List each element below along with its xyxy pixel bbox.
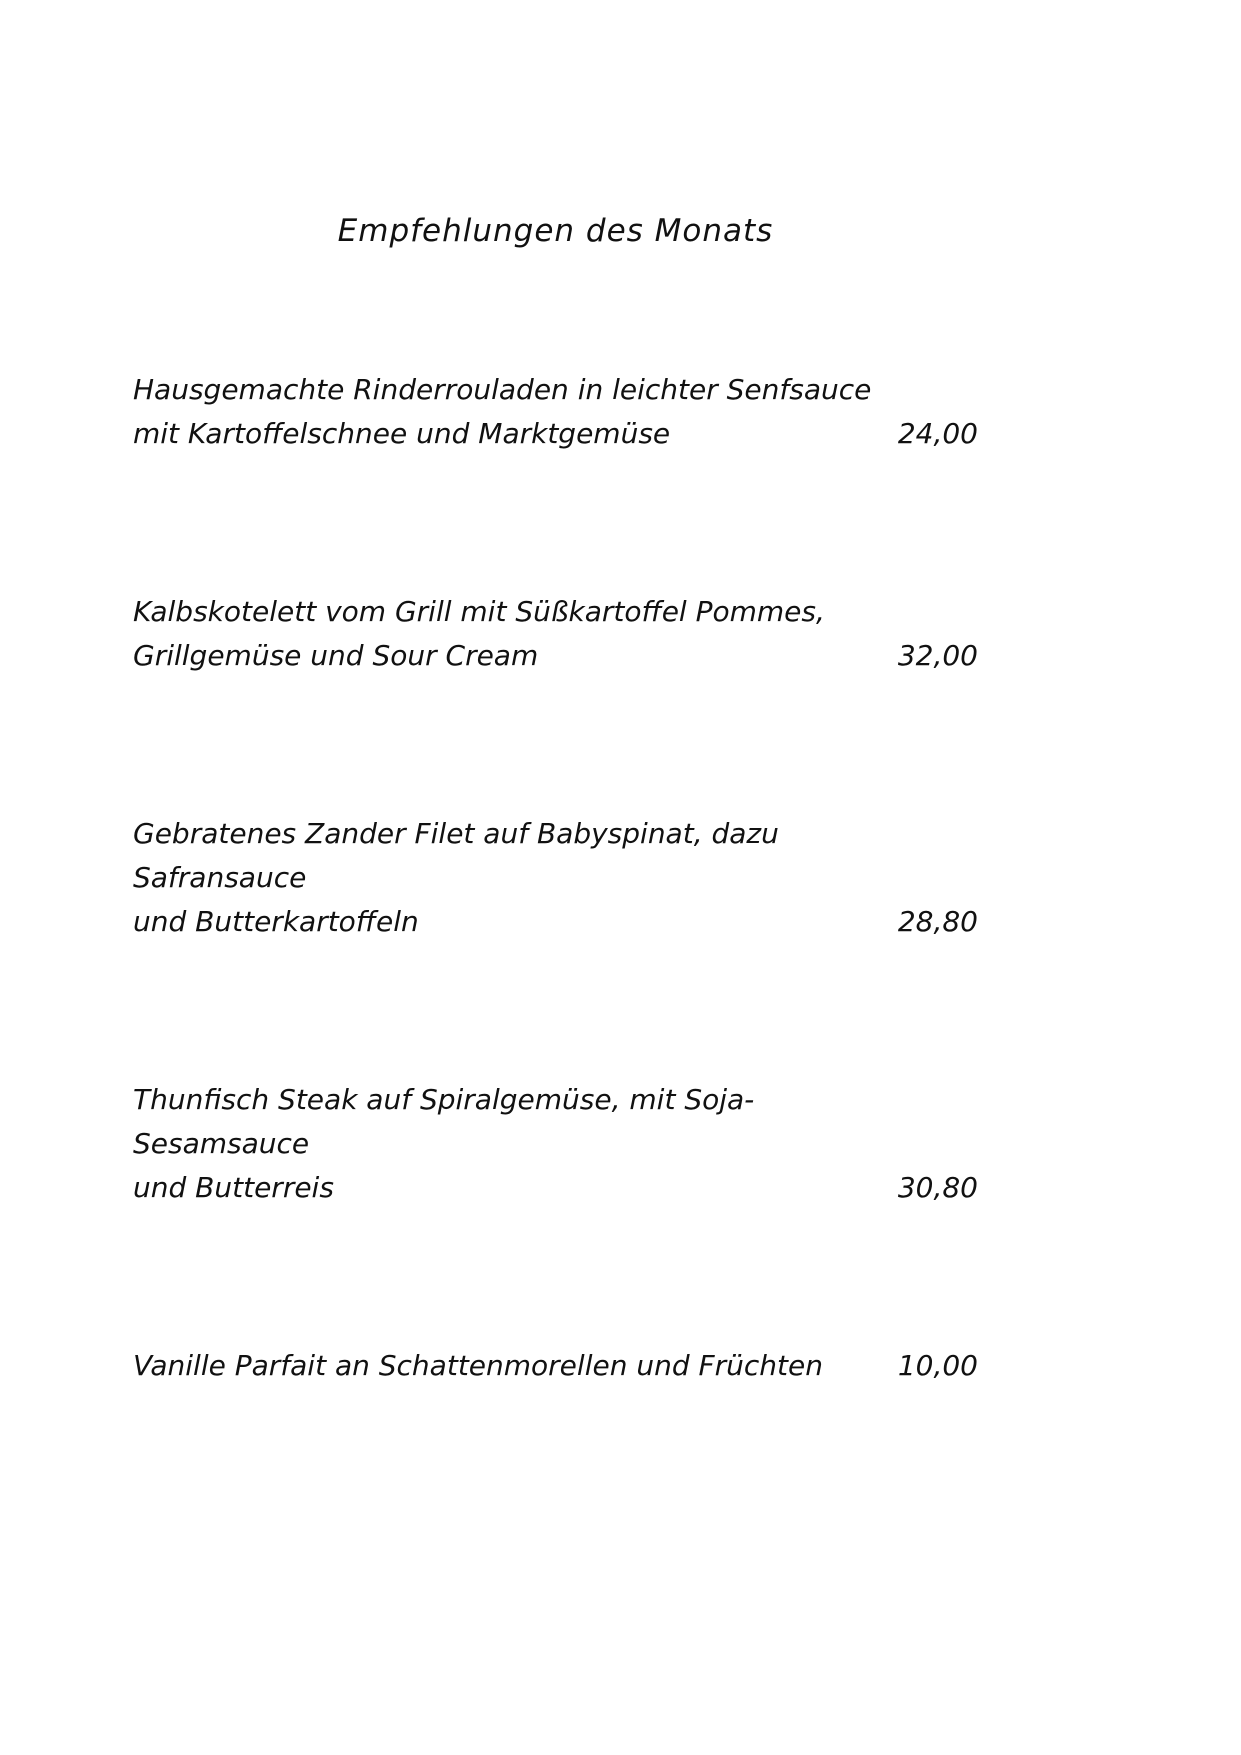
menu-item-line: Gebratenes Zander Filet auf Babyspinat, dazu Safransauce — [133, 817, 779, 894]
menu-item-description — [133, 368, 871, 456]
menu-item-price: 28,80 — [897, 905, 978, 938]
page-title: Empfehlungen des Monats — [337, 213, 774, 249]
menu-item-line: Kalbskotelett vom Grill mit Süßkartoffel Pommes, — [133, 595, 825, 628]
menu-item-line: Thunfisch Steak auf Spiralgemüse, mit Soja-Sesamsauce — [133, 1083, 755, 1160]
menu-item — [133, 1078, 978, 1210]
menu-item-description — [133, 1078, 878, 1210]
menu-item-price: 30,80 — [897, 1171, 978, 1204]
menu-item — [133, 1344, 978, 1388]
menu-item-line: Grillgemüse und Sour Cream — [133, 639, 539, 672]
menu-item-list — [133, 368, 978, 1388]
menu-item-description — [133, 590, 825, 678]
menu-item-price: 10,00 — [897, 1349, 978, 1382]
menu-item-line: mit Kartoffelschnee und Marktgemüse — [133, 417, 671, 450]
menu-item-price: 24,00 — [897, 417, 978, 450]
menu-item-line: und Butterreis — [133, 1171, 334, 1204]
menu-item-price: 32,00 — [897, 639, 978, 672]
menu-content — [133, 0, 978, 1388]
menu-item-line: Hausgemachte Rinderrouladen in leichter Senfsauce — [133, 373, 872, 406]
menu-item — [133, 368, 978, 456]
menu-item-description — [133, 812, 878, 944]
menu-item-line: Vanille Parfait an Schattenmorellen und Früchten — [133, 1349, 823, 1382]
menu-item-line: und Butterkartoffeln — [133, 905, 419, 938]
menu-item — [133, 812, 978, 944]
menu-item — [133, 590, 978, 678]
menu-item-description — [133, 1344, 823, 1388]
